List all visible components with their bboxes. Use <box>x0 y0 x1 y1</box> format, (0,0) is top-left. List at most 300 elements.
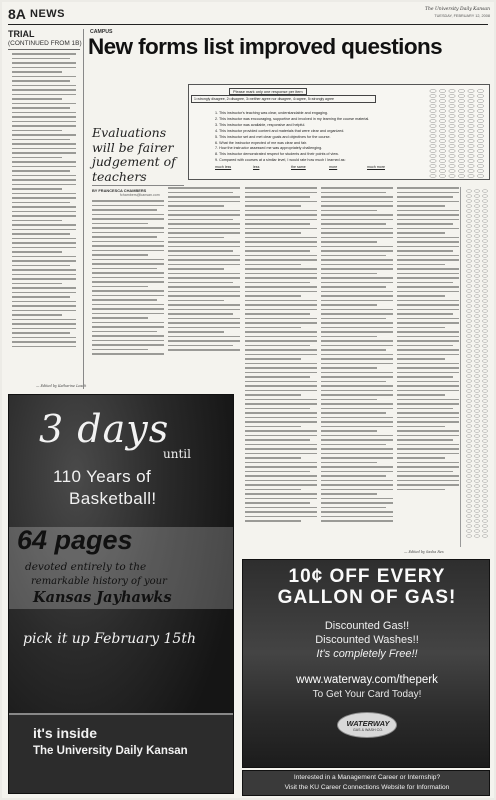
strip-bubble <box>482 450 487 453</box>
answer-bubble <box>477 159 483 162</box>
strip-bubble <box>482 205 487 208</box>
strip-bubble <box>466 330 471 333</box>
strip-bubble <box>474 400 479 403</box>
strip-bubble <box>466 225 471 228</box>
answer-bubble <box>430 159 436 162</box>
answer-bubble <box>439 114 445 117</box>
strip-bubble <box>474 355 479 358</box>
strip-bubble <box>466 325 471 328</box>
comparison-label: more <box>329 165 338 169</box>
strip-bubble <box>482 225 487 228</box>
strip-bubble <box>474 395 479 398</box>
strip-bubble <box>474 320 479 323</box>
answer-bubble <box>458 169 464 172</box>
form-question: 3. This instructor was available, responsive and helpful. <box>215 122 306 127</box>
strip-bubble <box>466 245 471 248</box>
strip-bubble <box>466 295 471 298</box>
answer-bubble <box>477 129 483 132</box>
basketball-promo-ad[interactable] <box>8 394 234 794</box>
answer-bubble <box>458 124 464 127</box>
trial-credit: — Edited by Katharine Leach <box>36 384 87 388</box>
answer-bubble <box>468 139 474 142</box>
strip-bubble <box>466 440 471 443</box>
strip-bubble <box>466 285 471 288</box>
form-question: 6. What the instructor expected of me was clear and fair. <box>215 140 308 145</box>
strip-bubble <box>466 195 471 198</box>
answer-bubble <box>468 99 474 102</box>
form-question: 9. Compared with courses at a similar level, I would rate how much I learned as: <box>215 158 346 163</box>
waterway-logo-sub: GAS & WASH CO. <box>352 728 384 732</box>
strip-bubble <box>466 420 471 423</box>
strip-bubble <box>466 350 471 353</box>
form-comparison-scale <box>215 165 415 173</box>
answer-bubble <box>449 169 455 172</box>
strip-bubble <box>466 530 471 533</box>
answer-bubble <box>430 169 436 172</box>
answer-bubble <box>458 144 464 147</box>
strip-bubble <box>482 230 487 233</box>
strip-bubble <box>474 445 479 448</box>
strip-bubble <box>466 355 471 358</box>
strip-bubble <box>474 370 479 373</box>
gas-url[interactable]: www.waterway.com/theperk <box>296 674 438 686</box>
strip-bubble <box>474 350 479 353</box>
strip-bubble <box>474 285 479 288</box>
promo-line2: Basketball! <box>69 489 157 508</box>
article-column-1 <box>92 200 164 376</box>
answer-bubble <box>458 174 464 177</box>
answer-bubble <box>468 129 474 132</box>
comparison-label: less <box>253 165 260 169</box>
strip-bubble <box>482 520 487 523</box>
strip-bubble <box>466 365 471 368</box>
strip-bubble <box>466 190 471 193</box>
strip-bubble <box>466 525 471 528</box>
strip-bubble <box>466 310 471 313</box>
answer-bubble <box>430 164 436 167</box>
answer-bubble <box>430 109 436 112</box>
strip-bubble <box>482 255 487 258</box>
answer-bubble <box>449 154 455 157</box>
promo-paper: The University Daily Kansan <box>33 745 188 757</box>
answer-bubble <box>449 159 455 162</box>
strip-bubble <box>474 380 479 383</box>
strip-bubble <box>474 280 479 283</box>
strip-bubble <box>466 305 471 308</box>
answer-bubble <box>468 169 474 172</box>
strip-bubble <box>466 390 471 393</box>
strip-bubble <box>474 235 479 238</box>
strip-bubble <box>474 250 479 253</box>
strip-bubble <box>466 515 471 518</box>
form-question-list <box>215 111 425 164</box>
strip-bubble <box>482 250 487 253</box>
answer-bubble <box>468 119 474 122</box>
strip-bubble <box>466 255 471 258</box>
answer-bubble <box>458 99 464 102</box>
answer-bubble <box>458 104 464 107</box>
strip-bubble <box>466 235 471 238</box>
strip-bubble <box>482 380 487 383</box>
strip-bubble <box>482 315 487 318</box>
strip-bubble <box>466 415 471 418</box>
answer-bubble <box>430 149 436 152</box>
answer-bubble <box>468 134 474 137</box>
strip-bubble <box>474 525 479 528</box>
answer-bubble <box>449 119 455 122</box>
answer-bubble <box>430 99 436 102</box>
strip-bubble <box>466 360 471 363</box>
strip-bubble <box>466 215 471 218</box>
strip-bubble <box>482 280 487 283</box>
answer-bubble <box>477 114 483 117</box>
strip-bubble <box>466 230 471 233</box>
strip-bubble <box>474 385 479 388</box>
answer-bubble <box>468 94 474 97</box>
gas-line-2: Discounted Washes!! <box>315 634 419 646</box>
strip-bubble <box>482 340 487 343</box>
strip-bubble <box>466 485 471 488</box>
article-email: fchambers@kansan.com <box>120 193 160 197</box>
answer-bubble <box>449 89 455 92</box>
strip-bubble <box>482 460 487 463</box>
comparison-label: much less <box>215 165 232 169</box>
strip-bubble <box>482 490 487 493</box>
strip-bubble <box>466 475 471 478</box>
strip-bubble <box>474 475 479 478</box>
strip-bubble <box>482 190 487 193</box>
strip-bubble <box>466 380 471 383</box>
answer-bubble <box>477 134 483 137</box>
strip-bubble <box>474 535 479 538</box>
strip-bubble <box>474 485 479 488</box>
strip-bubble <box>482 505 487 508</box>
answer-bubble <box>458 109 464 112</box>
strip-bubble <box>482 415 487 418</box>
gas-headline-1: 10¢ OFF EVERY <box>288 566 446 587</box>
article-column-5 <box>397 187 459 547</box>
strip-bubble <box>474 520 479 523</box>
strip-bubble <box>482 525 487 528</box>
answer-bubble <box>477 89 483 92</box>
strip-bubble <box>482 430 487 433</box>
strip-bubble <box>474 425 479 428</box>
strip-bubble <box>474 265 479 268</box>
strip-bubble <box>466 370 471 373</box>
strip-bubble <box>474 460 479 463</box>
trial-continued: (CONTINUED FROM 1B) <box>8 40 82 47</box>
answer-bubble <box>430 114 436 117</box>
answer-bubble <box>477 174 483 177</box>
section-label: NEWS <box>30 8 65 20</box>
left-column-rule <box>8 49 80 50</box>
form-question: 2. This instructor was encouraging, supportive and involved in my learning the course material. <box>215 116 370 121</box>
strip-bubble <box>474 260 479 263</box>
strip-bubble <box>466 210 471 213</box>
answer-bubble <box>468 149 474 152</box>
answer-bubble <box>468 109 474 112</box>
strip-bubble <box>482 240 487 243</box>
comparison-label: much more <box>367 165 385 169</box>
strip-bubble <box>466 260 471 263</box>
gas-line-3: It's completely Free!! <box>316 648 418 660</box>
strip-bubble <box>474 340 479 343</box>
strip-bubble <box>466 250 471 253</box>
strip-bubble <box>474 430 479 433</box>
strip-bubble <box>474 305 479 308</box>
trial-headline: TRIAL <box>8 29 35 39</box>
strip-bubble <box>466 495 471 498</box>
strip-bubble <box>482 385 487 388</box>
strip-bubble <box>474 310 479 313</box>
strip-bubble <box>474 200 479 203</box>
strip-bubble <box>474 490 479 493</box>
answer-bubble <box>449 109 455 112</box>
strip-bubble <box>482 475 487 478</box>
answer-bubble <box>449 129 455 132</box>
strip-bubble <box>482 495 487 498</box>
strip-bubble <box>466 335 471 338</box>
promo-remarkable: remarkable history of your <box>31 576 167 587</box>
strip-bubble <box>482 350 487 353</box>
masthead <box>8 6 490 26</box>
strip-bubble <box>482 510 487 513</box>
strip-bubble <box>482 295 487 298</box>
paper-name: The University Daily Kansan <box>425 7 490 12</box>
promo-pages: 64 pages <box>17 525 133 555</box>
strip-bubble <box>482 310 487 313</box>
strip-bubble <box>474 205 479 208</box>
strip-bubble <box>482 360 487 363</box>
answer-bubble <box>439 169 445 172</box>
answer-bubble <box>449 149 455 152</box>
form-question: 8. This instructor demonstrated respect for students and their points of view. <box>215 152 339 157</box>
strip-bubble <box>466 220 471 223</box>
strip-bubble <box>474 360 479 363</box>
promo-until: until <box>163 447 191 461</box>
answer-bubble <box>439 89 445 92</box>
strip-bubble <box>474 515 479 518</box>
form-question: 1. This instructor's teaching was clear, understandable and engaging. <box>215 111 328 115</box>
gas-headline-2: GALLON OF GAS! <box>277 587 457 608</box>
strip-bubble <box>466 500 471 503</box>
strip-bubble <box>466 270 471 273</box>
answer-bubble <box>477 154 483 157</box>
promo-big-text: 3 days <box>39 407 170 451</box>
answer-bubble <box>458 164 464 167</box>
comparison-label: the same <box>291 165 306 169</box>
strip-bubble <box>474 440 479 443</box>
answer-bubble <box>468 124 474 127</box>
career-banner[interactable] <box>242 770 490 796</box>
strip-bubble <box>482 270 487 273</box>
strip-bubble <box>482 515 487 518</box>
strip-bubble <box>474 390 479 393</box>
strip-bubble <box>482 530 487 533</box>
answer-bubble <box>439 149 445 152</box>
strip-bubble <box>474 240 479 243</box>
strip-bubble <box>482 265 487 268</box>
article-byline: BY FRANCESCA CHAMBERS <box>92 188 147 193</box>
answer-bubble <box>468 174 474 177</box>
answer-sheet-strip <box>460 187 490 547</box>
form-scale: 1=strongly disagree, 2=disagree, 3=neither agree nor disagree, 4=agree, 5=strongly agree <box>191 95 376 103</box>
article-subhead: Evaluations will be fairer judgement of teachers <box>92 125 176 184</box>
article-column-3 <box>245 187 317 547</box>
answer-bubble <box>449 99 455 102</box>
strip-bubble <box>474 530 479 533</box>
form-question: 7. How the instructor assessed me was appropriately challenging. <box>215 146 323 151</box>
strip-bubble <box>482 500 487 503</box>
answer-bubble <box>439 174 445 177</box>
answer-bubble <box>430 134 436 137</box>
waterway-logo <box>337 712 397 738</box>
strip-bubble <box>482 285 487 288</box>
strip-bubble <box>474 220 479 223</box>
strip-bubble <box>466 405 471 408</box>
answer-bubble <box>439 134 445 137</box>
byline-rule <box>92 185 184 186</box>
article-section-label: CAMPUS <box>90 29 113 35</box>
answer-bubble <box>458 149 464 152</box>
answer-bubble <box>439 154 445 157</box>
strip-bubble <box>466 505 471 508</box>
answer-bubble <box>477 104 483 107</box>
answer-bubble <box>449 104 455 107</box>
issue-date: TUESDAY, FEBRUARY 12, 2008 <box>434 14 490 18</box>
answer-bubble <box>468 104 474 107</box>
strip-bubble <box>474 225 479 228</box>
strip-bubble <box>482 400 487 403</box>
evaluation-form <box>188 84 490 180</box>
strip-bubble <box>466 455 471 458</box>
strip-bubble <box>474 300 479 303</box>
answer-bubble <box>468 159 474 162</box>
strip-bubble <box>482 440 487 443</box>
answer-bubble <box>477 169 483 172</box>
strip-bubble <box>474 335 479 338</box>
answer-bubble <box>430 94 436 97</box>
answer-bubble <box>430 89 436 92</box>
form-instruction: Please mark only one response per item <box>229 88 307 95</box>
strip-bubble <box>466 450 471 453</box>
strip-bubble <box>482 480 487 483</box>
answer-bubble <box>477 94 483 97</box>
strip-bubble <box>482 300 487 303</box>
strip-bubble <box>482 395 487 398</box>
strip-bubble <box>466 435 471 438</box>
strip-bubble <box>474 415 479 418</box>
column-divider <box>83 29 84 389</box>
strip-bubble <box>466 470 471 473</box>
strip-bubble <box>482 335 487 338</box>
answer-bubble <box>449 139 455 142</box>
strip-bubble <box>466 480 471 483</box>
strip-bubble <box>466 265 471 268</box>
strip-bubble <box>482 365 487 368</box>
career-banner-line2: Visit the KU Career Connections Website for Information <box>284 784 450 791</box>
strip-bubble <box>482 330 487 333</box>
strip-bubble <box>474 505 479 508</box>
strip-bubble <box>482 215 487 218</box>
strip-bubble <box>466 425 471 428</box>
answer-bubble <box>477 139 483 142</box>
strip-bubble <box>474 420 479 423</box>
answer-bubble <box>458 129 464 132</box>
strip-bubble <box>482 275 487 278</box>
gas-cta[interactable]: To Get Your Card Today! <box>312 689 422 700</box>
strip-bubble <box>474 480 479 483</box>
answer-bubble <box>477 164 483 167</box>
strip-bubble <box>474 230 479 233</box>
strip-bubble <box>466 205 471 208</box>
answer-bubble <box>458 94 464 97</box>
answer-bubble <box>439 159 445 162</box>
answer-bubble <box>458 114 464 117</box>
strip-bubble <box>466 410 471 413</box>
strip-bubble <box>466 535 471 538</box>
answer-bubble <box>458 139 464 142</box>
strip-bubble <box>466 345 471 348</box>
strip-bubble <box>474 190 479 193</box>
answer-bubble <box>449 124 455 127</box>
strip-bubble <box>474 510 479 513</box>
strip-bubble <box>482 485 487 488</box>
answer-bubble <box>477 149 483 152</box>
strip-bubble <box>466 385 471 388</box>
strip-bubble <box>482 320 487 323</box>
strip-bubble <box>482 210 487 213</box>
answer-bubble <box>449 134 455 137</box>
strip-bubble <box>466 290 471 293</box>
strip-bubble <box>474 195 479 198</box>
strip-bubble <box>466 275 471 278</box>
trial-body-text <box>12 53 76 383</box>
article-column-2 <box>168 187 240 376</box>
strip-bubble <box>482 345 487 348</box>
strip-bubble <box>466 200 471 203</box>
answer-bubble <box>458 154 464 157</box>
answer-bubble <box>477 119 483 122</box>
strip-bubble <box>482 455 487 458</box>
answer-bubble <box>477 124 483 127</box>
answer-bubble <box>439 144 445 147</box>
answer-bubble <box>430 124 436 127</box>
strip-bubble <box>466 340 471 343</box>
article-column-4 <box>321 187 393 547</box>
strip-bubble <box>466 320 471 323</box>
strip-bubble <box>466 460 471 463</box>
strip-bubble <box>482 390 487 393</box>
strip-bubble <box>482 220 487 223</box>
answer-bubble <box>468 144 474 147</box>
strip-bubble <box>474 245 479 248</box>
strip-bubble <box>482 435 487 438</box>
promo-inside: it's inside <box>33 725 98 741</box>
strip-bubble <box>474 255 479 258</box>
article-headline: New forms list improved questions <box>88 34 443 59</box>
form-question: 5. This instructor set and met clear goals and objectives for the course. <box>215 134 331 139</box>
strip-bubble <box>474 315 479 318</box>
answer-bubble <box>477 109 483 112</box>
strip-bubble <box>482 305 487 308</box>
answer-bubble <box>458 119 464 122</box>
waterway-gas-ad[interactable] <box>242 559 490 768</box>
answer-bubble <box>468 164 474 167</box>
bubble-grid <box>427 87 487 179</box>
promo-devoted: devoted entirely to the <box>25 561 147 573</box>
strip-bubble <box>466 280 471 283</box>
